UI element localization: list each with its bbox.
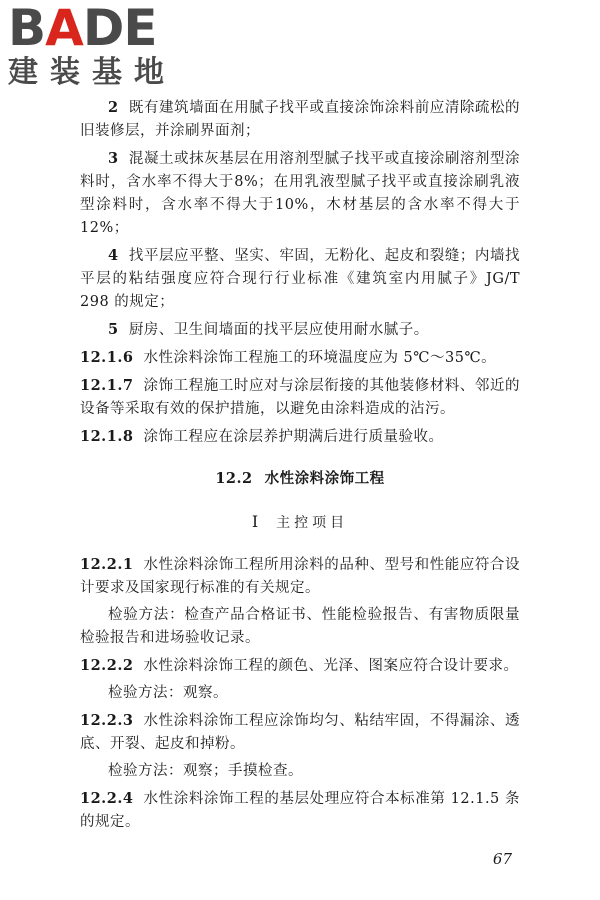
inspection-method: 检验方法：观察。 [108,685,228,701]
clause: 12.1.6 水性涂料涂饰工程施工的环境温度应为 5℃～35℃。 [80,349,497,366]
list-item: 5 厨房、卫生间墙面的找平层应使用耐水腻子。 [108,321,429,338]
section-heading: 12.2 水性涂料涂饰工程 [215,470,385,487]
logo-wordmark: BADE [8,0,157,57]
list-item: 2 既有建筑墙面在用腻子找平或直接涂饰涂料前应清除疏松的旧装修层，并涂刷界面剂； [80,99,521,139]
inspection-method: 检验方法：观察；手摸检查。 [108,763,303,779]
subsection-heading: Ⅰ 主控项目 [251,512,349,531]
inspection-method: 检验方法：检查产品合格证书、性能检验报告、有害物质限量检验报告和进场验收记录。 [80,607,520,646]
page-body [80,96,520,838]
clause: 12.1.8 涂饰工程应在涂层养护期满后进行质量验收。 [80,428,444,445]
list-item: 3 混凝土或抹灰基层在用溶剂型腻子找平或直接涂刷溶剂型涂料时，含水率不得大于8%；在用乳液型腻子找平或直接涂刷乳液型涂料时，含水率不得大于10%，木材基层的含水率不得大于12%； [80,150,521,236]
page-number: 67 [492,850,512,868]
clause: 12.1.7 涂饰工程施工时应对与涂层衔接的其他装修材料、邻近的设备等采取有效的保护措施，以避免由涂料造成的沾污。 [80,377,520,417]
list-item: 4 找平层应平整、坚实、牢固，无粉化、起皮和裂缝；内墙找平层的粘结强度应符合现行行业标准《建筑室内用腻子》JG/T 298 的规定； [80,247,521,310]
clause: 12.2.1 水性涂料涂饰工程所用涂料的品种、型号和性能应符合设计要求及国家现行标准的有关规定。 [80,556,520,596]
clause: 12.2.3 水性涂料涂饰工程应涂饰均匀、粘结牢固，不得漏涂、透底、开裂、起皮和掉粉。 [80,712,520,752]
logo-subtitle: 建装基地 [8,55,176,90]
clause: 12.2.4 水性涂料涂饰工程的基层处理应符合本标准第 12.1.5 条的规定。 [80,790,520,830]
bade-logo [8,2,176,90]
clause: 12.2.2 水性涂料涂饰工程的颜色、光泽、图案应符合设计要求。 [80,657,519,674]
